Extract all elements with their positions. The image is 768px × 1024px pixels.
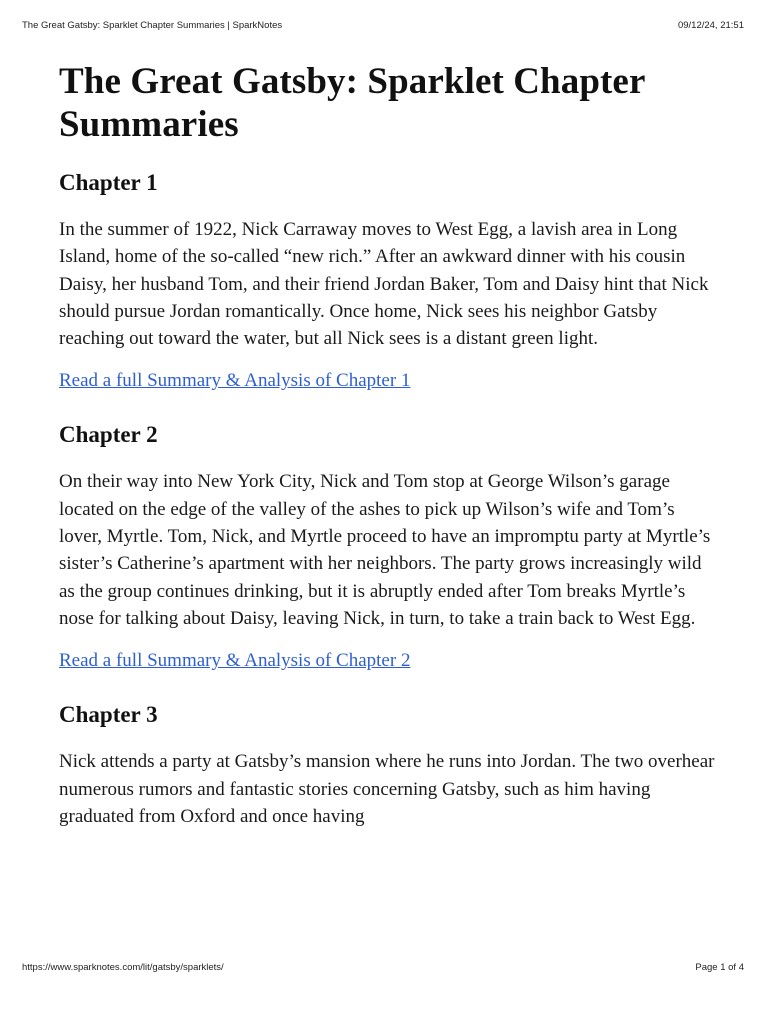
chapter-heading: Chapter 3	[59, 702, 158, 728]
chapter-1-analysis-link[interactable]: Read a full Summary & Analysis of Chapter 1	[59, 370, 411, 392]
chapter-section-2	[59, 420, 719, 674]
print-header-title: The Great Gatsby: Sparklet Chapter Summaries | SparkNotes	[22, 20, 283, 31]
chapter-summary: In the summer of 1922, Nick Carraway moves to West Egg, a lavish area in Long Island, home of the so-called “new rich.” After an awkward dinner with his cousin Daisy, her husband Tom, and their friend Jordan Baker, Tom and Daisy hint that Nick should pursue Jordan romantically. Once home, Nick sees his neighbor Gatsby reaching out toward the water, but all Nick sees is a distant green light.	[59, 219, 709, 350]
print-header	[22, 20, 744, 31]
chapter-section-3	[59, 700, 719, 830]
print-header-timestamp: 09/12/24, 21:51	[677, 20, 744, 31]
chapter-2-analysis-link[interactable]: Read a full Summary & Analysis of Chapter 2	[59, 650, 411, 672]
chapter-section-1	[59, 168, 719, 394]
print-footer-url: https://www.sparknotes.com/lit/gatsby/sparklets/	[22, 962, 224, 973]
print-footer-page-number: Page 1 of 4	[695, 962, 744, 973]
page-title: The Great Gatsby: Sparklet Chapter Summaries	[59, 61, 645, 145]
chapter-summary: Nick attends a party at Gatsby’s mansion where he runs into Jordan. The two overhear numerous rumors and fantastic stories concerning Gatsby, such as him having graduated from Oxford and once having	[59, 751, 715, 827]
chapter-heading: Chapter 1	[59, 170, 158, 195]
chapter-heading: Chapter 2	[59, 422, 158, 448]
article	[59, 60, 719, 846]
chapter-summary: On their way into New York City, Nick and Tom stop at George Wilson’s garage located on the edge of the valley of the ashes to pick up Wilson’s wife and Tom’s lover, Myrtle. Tom, Nick, and Myrtle proceed to have an impromptu party at Myrtle’s sister’s Catherine’s apartment with her neighbors. The party grows increasingly wild as the group continues drinking, but it is abruptly ended after Tom breaks Myrtle’s nose for talking about Daisy, leaving Nick, in turn, to take a train back to West Egg.	[59, 471, 711, 629]
print-footer	[22, 962, 744, 973]
